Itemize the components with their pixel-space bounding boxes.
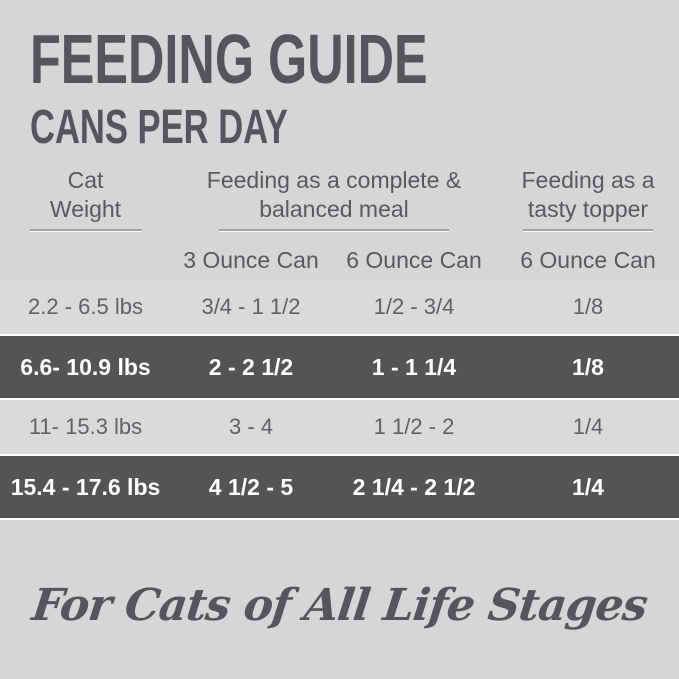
column-header-balanced-meal bbox=[171, 166, 497, 231]
column-header-line: balanced meal bbox=[259, 196, 409, 223]
column-header-tasty-topper bbox=[497, 166, 679, 231]
column-header-line: Feeding as a bbox=[521, 167, 655, 193]
subheader-6oz-can: 6 Ounce Can bbox=[346, 247, 482, 274]
cell-6oz-value: 2 1/4 - 2 1/2 bbox=[352, 473, 476, 500]
cell-topper-value: 1/8 bbox=[572, 353, 604, 380]
cell-cat-weight: 15.4 - 17.6 lbs bbox=[10, 473, 161, 500]
title-block bbox=[0, 0, 679, 152]
table-row bbox=[0, 400, 679, 454]
table-row bbox=[0, 280, 679, 334]
cell-topper-value: 1/4 bbox=[572, 414, 604, 440]
cell-6oz-value: 1 1/2 - 2 bbox=[373, 414, 455, 440]
page-subtitle: CANS PER DAY bbox=[30, 101, 288, 154]
cell-6oz-value: 1/2 - 3/4 bbox=[373, 294, 455, 320]
cell-3oz-value: 4 1/2 - 5 bbox=[208, 473, 294, 500]
cell-3oz-value: 3 - 4 bbox=[228, 414, 274, 440]
column-header-line: Cat bbox=[67, 167, 104, 193]
tagline: For Cats of All Life Stages bbox=[29, 580, 650, 632]
cell-cat-weight: 11- 15.3 lbs bbox=[28, 414, 143, 440]
table-body bbox=[0, 280, 679, 520]
column-header-line: Weight bbox=[49, 196, 122, 223]
header-underline bbox=[219, 229, 449, 231]
column-header-line: Feeding as a complete & bbox=[206, 167, 462, 193]
column-header-line: tasty topper bbox=[527, 196, 649, 223]
table-row bbox=[0, 454, 679, 520]
cell-3oz-value: 2 - 2 1/2 bbox=[208, 353, 294, 380]
column-header-cat-weight bbox=[0, 166, 171, 231]
header-underline bbox=[30, 229, 142, 231]
table-column-headers bbox=[0, 166, 679, 231]
cell-6oz-value: 1 - 1 1/4 bbox=[371, 353, 457, 380]
cell-topper-value: 1/8 bbox=[572, 294, 604, 320]
cell-topper-value: 1/4 bbox=[572, 473, 604, 500]
subheader-6oz-topper-can: 6 Ounce Can bbox=[520, 247, 656, 274]
header-underline bbox=[523, 229, 653, 231]
page-title: FEEDING GUIDE bbox=[30, 20, 428, 98]
cell-3oz-value: 3/4 - 1 1/2 bbox=[201, 294, 301, 320]
table-row bbox=[0, 334, 679, 400]
cell-cat-weight: 2.2 - 6.5 lbs bbox=[28, 294, 143, 320]
table-subheaders bbox=[0, 247, 679, 274]
subheader-3oz-can: 3 Ounce Can bbox=[183, 247, 319, 274]
subheader-spacer bbox=[0, 247, 171, 274]
cell-cat-weight: 6.6- 10.9 lbs bbox=[20, 353, 151, 380]
